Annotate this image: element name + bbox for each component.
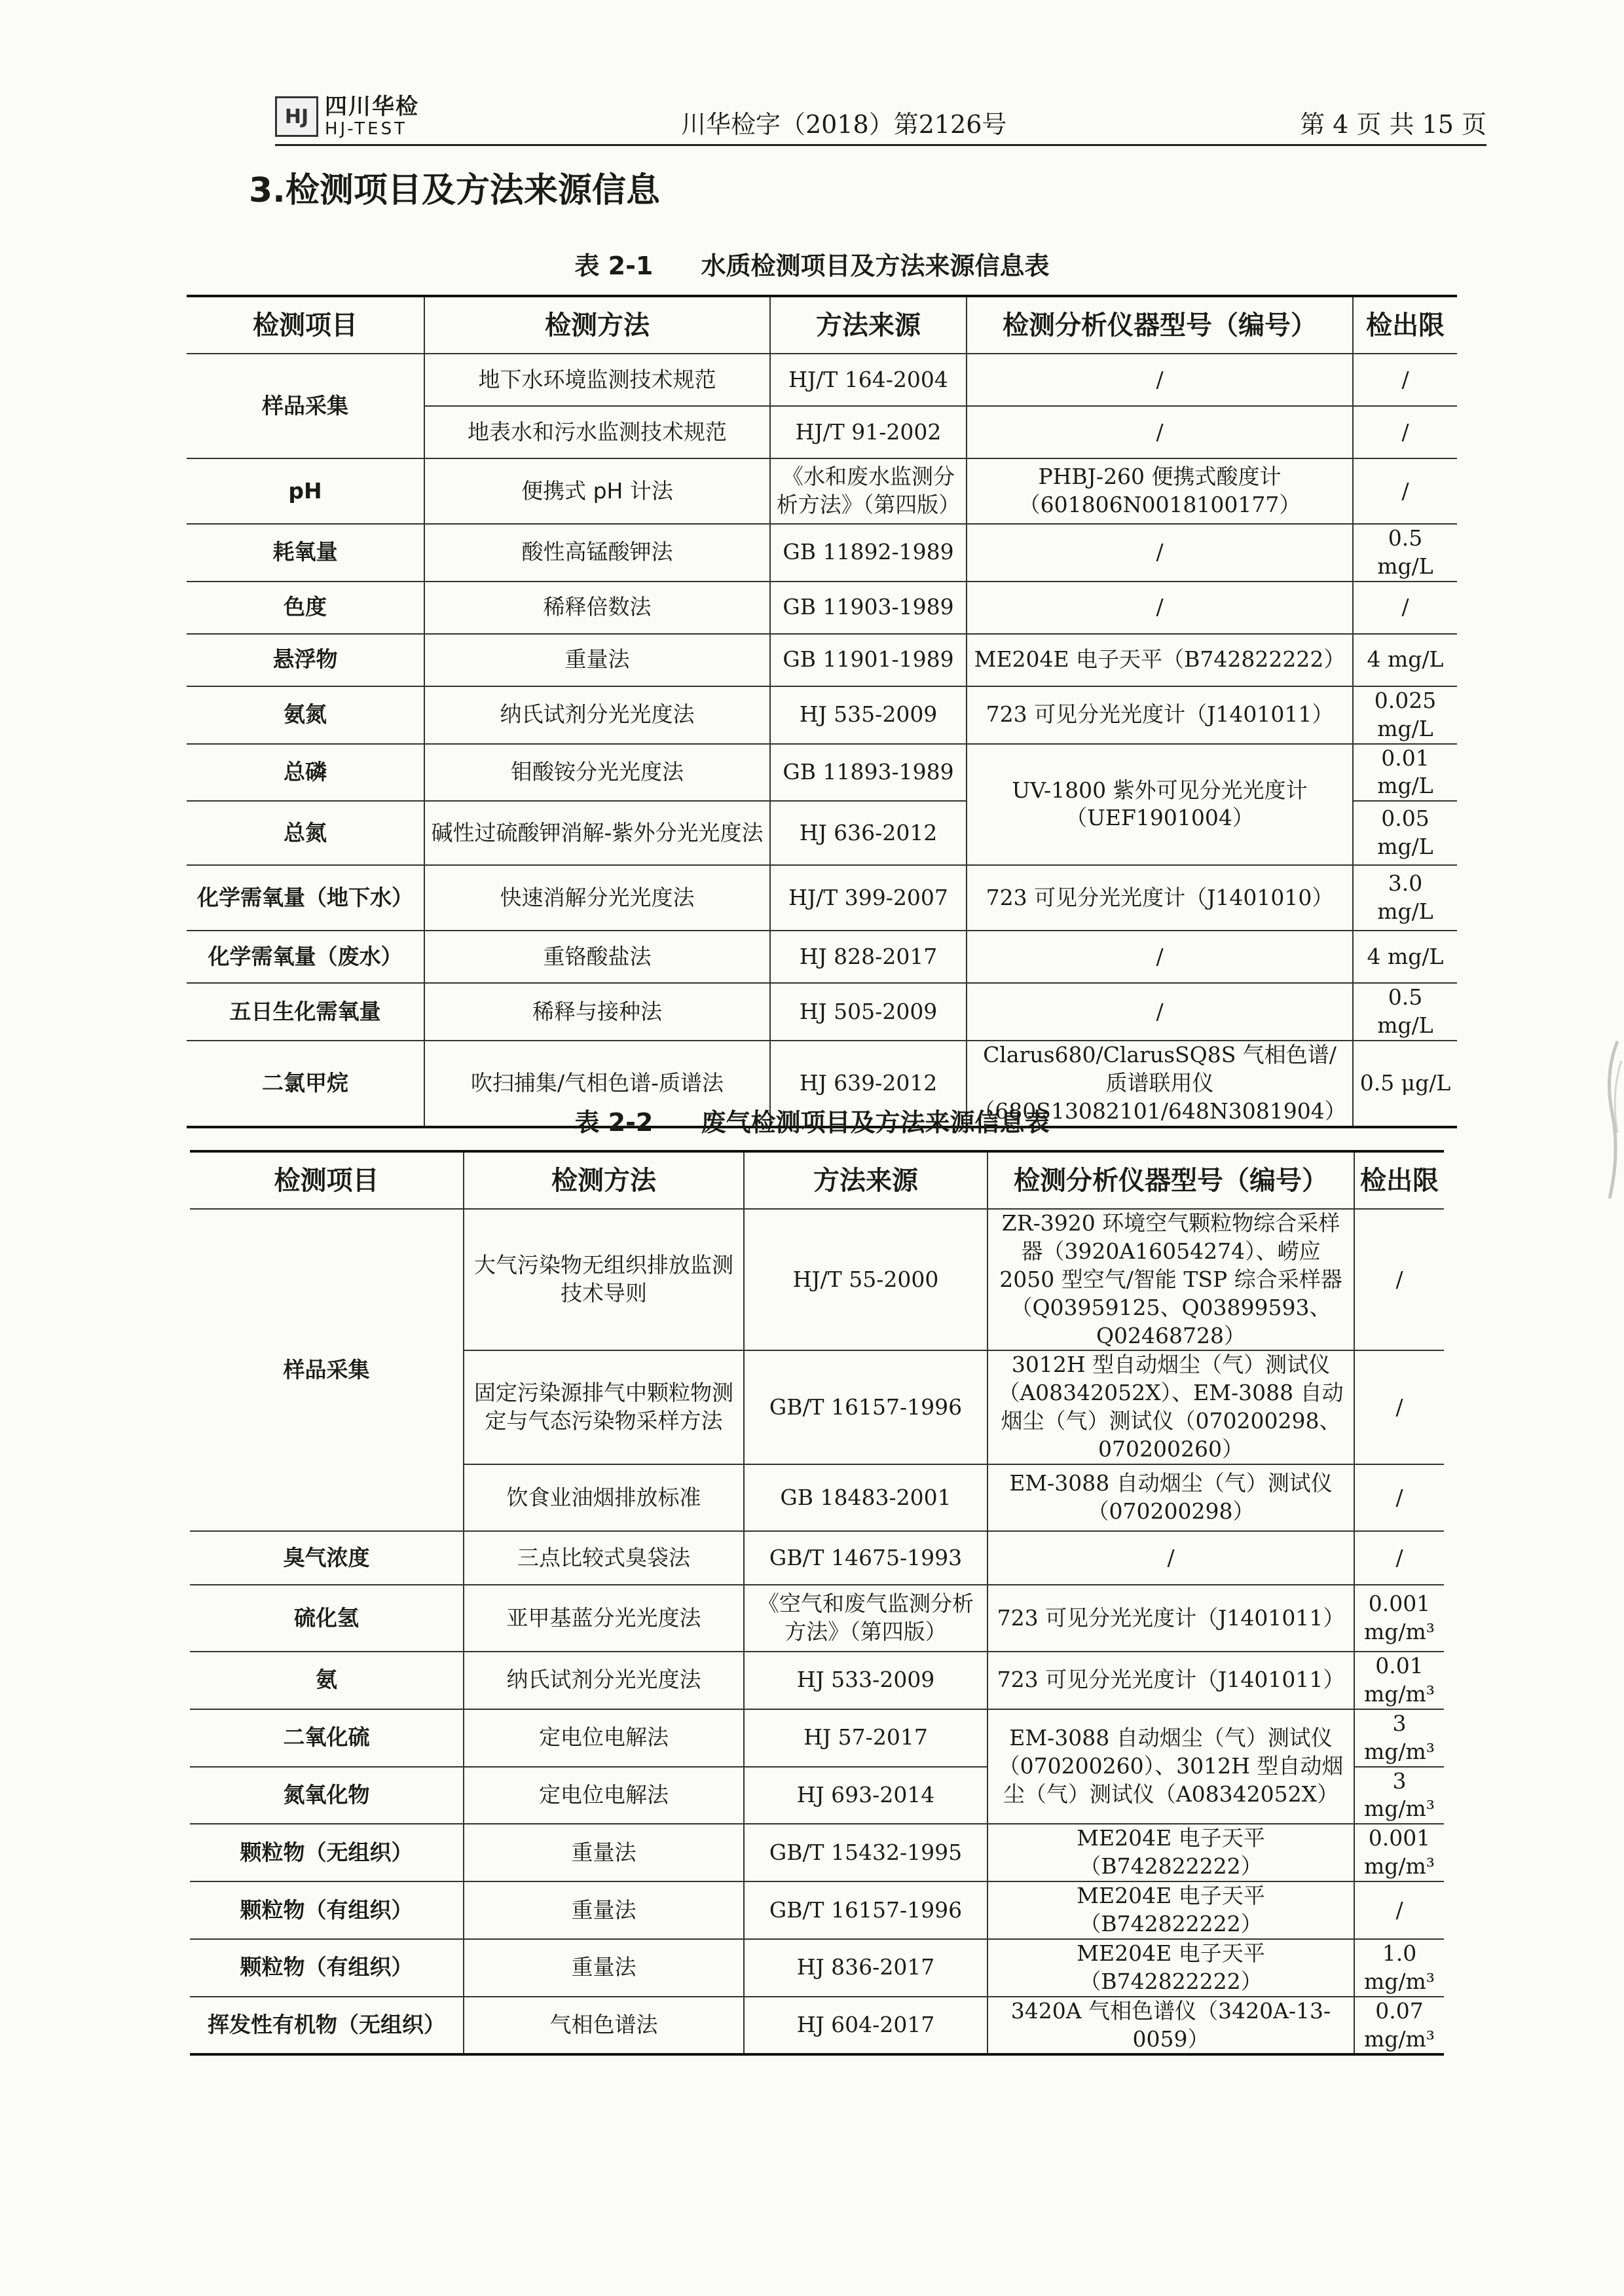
table-row: [190, 1997, 1444, 2055]
limit-cell: /: [1354, 1350, 1444, 1464]
waste-gas-table: [190, 1150, 1444, 2056]
item-cell: 总磷: [187, 744, 424, 802]
item-cell: 化学需氧量（废水）: [187, 931, 424, 983]
source-cell: HJ/T 55-2000: [744, 1209, 987, 1350]
table-row: [190, 1585, 1444, 1652]
table-header-row: [187, 296, 1457, 354]
table1-caption: [0, 246, 1624, 282]
table-row: [187, 634, 1457, 686]
instrument-cell: ME204E 电子天平（B742822222）: [987, 1939, 1354, 1997]
header-limit: 检出限: [1353, 296, 1457, 354]
source-cell: HJ 505-2009: [770, 983, 967, 1041]
method-cell: 稀释与接种法: [424, 983, 770, 1041]
header-source: 方法来源: [744, 1151, 987, 1209]
item-cell: 样品采集: [187, 354, 424, 458]
method-cell: 重量法: [464, 1881, 744, 1939]
limit-cell: /: [1354, 1881, 1444, 1939]
company-logo: [275, 92, 419, 141]
table1-caption-title: 水质检测项目及方法来源信息表: [701, 251, 1050, 280]
item-cell: 总氮: [187, 801, 424, 865]
instrument-cell: 723 可见分光光度计（J1401011）: [987, 1652, 1354, 1709]
table-row: [187, 744, 1457, 802]
method-cell: 便携式 pH 计法: [424, 458, 770, 524]
logo-chinese-name: 四川华检: [325, 94, 419, 120]
table-row: [190, 1531, 1444, 1585]
table1-caption-number: 表 2-1: [574, 251, 654, 280]
method-cell: 酸性高锰酸钾法: [424, 524, 770, 582]
source-cell: GB/T 15432-1995: [744, 1824, 987, 1881]
limit-cell: 0.5 mg/L: [1353, 983, 1457, 1041]
limit-cell: 4 mg/L: [1353, 931, 1457, 983]
limit-cell: /: [1353, 458, 1457, 524]
source-cell: HJ 636-2012: [770, 801, 967, 865]
header-item: 检测项目: [190, 1151, 464, 1209]
logo-english-name: HJ-TEST: [325, 119, 407, 139]
item-cell: 硫化氢: [190, 1585, 464, 1652]
item-cell: 氮氧化物: [190, 1767, 464, 1824]
instrument-cell: ME204E 电子天平（B742822222）: [987, 1824, 1354, 1881]
table-row: [187, 686, 1457, 744]
limit-cell: 3 mg/m³: [1354, 1709, 1444, 1767]
instrument-cell: /: [967, 931, 1353, 983]
source-cell: HJ/T 91-2002: [770, 406, 967, 458]
header-limit: 检出限: [1354, 1151, 1444, 1209]
source-cell: HJ 57-2017: [744, 1709, 987, 1767]
source-cell: GB 11893-1989: [770, 744, 967, 802]
limit-cell: /: [1353, 354, 1457, 406]
item-cell: 氨: [190, 1652, 464, 1709]
table2-caption-title: 废气检测项目及方法来源信息表: [701, 1108, 1050, 1137]
item-cell: 样品采集: [190, 1209, 464, 1531]
limit-cell: 0.05 mg/L: [1353, 801, 1457, 865]
method-cell: 钼酸铵分光光度法: [424, 744, 770, 802]
table-row: [190, 1209, 1444, 1350]
header-instrument: 检测分析仪器型号（编号）: [987, 1151, 1354, 1209]
instrument-cell: /: [967, 983, 1353, 1041]
document-number: 川华检字（2018）第2126号: [681, 110, 1007, 139]
method-cell: 快速消解分光光度法: [424, 865, 770, 931]
instrument-cell: EM-3088 自动烟尘（气）测试仪（070200298）: [987, 1464, 1354, 1531]
source-cell: HJ/T 399-2007: [770, 865, 967, 931]
table-row: [187, 458, 1457, 524]
header-method: 检测方法: [464, 1151, 744, 1209]
source-cell: HJ 836-2017: [744, 1939, 987, 1997]
table-row: [190, 1881, 1444, 1939]
item-cell: 臭气浓度: [190, 1531, 464, 1585]
limit-cell: 0.001 mg/m³: [1354, 1585, 1444, 1652]
source-cell: HJ 639-2012: [770, 1041, 967, 1127]
limit-cell: 4 mg/L: [1353, 634, 1457, 686]
table-row: [187, 983, 1457, 1041]
header-source: 方法来源: [770, 296, 967, 354]
item-cell: 颗粒物（无组织）: [190, 1824, 464, 1881]
limit-cell: /: [1354, 1531, 1444, 1585]
instrument-cell: /: [967, 354, 1353, 406]
method-cell: 稀释倍数法: [424, 582, 770, 634]
instrument-cell: 723 可见分光光度计（J1401011）: [967, 686, 1353, 744]
item-cell: 氨氮: [187, 686, 424, 744]
instrument-cell: /: [967, 582, 1353, 634]
source-cell: HJ 535-2009: [770, 686, 967, 744]
item-cell: 二氯甲烷: [187, 1041, 424, 1127]
method-cell: 纳氏试剂分光光度法: [424, 686, 770, 744]
table-row: [190, 1652, 1444, 1709]
item-cell: 悬浮物: [187, 634, 424, 686]
instrument-cell: ME204E 电子天平（B742822222）: [987, 1881, 1354, 1939]
instrument-cell: 723 可见分光光度计（J1401010）: [967, 865, 1353, 931]
source-cell: GB/T 16157-1996: [744, 1350, 987, 1464]
instrument-cell: 3012H 型自动烟尘（气）测试仪（A08342052X）、EM-3088 自动烟尘（气）测试仪（070200298、070200260）: [987, 1350, 1354, 1464]
method-cell: 大气污染物无组织排放监测技术导则: [464, 1209, 744, 1350]
limit-cell: 0.01 mg/L: [1353, 744, 1457, 802]
limit-cell: 3.0 mg/L: [1353, 865, 1457, 931]
limit-cell: 0.01 mg/m³: [1354, 1652, 1444, 1709]
method-cell: 吹扫捕集/气相色谱-质谱法: [424, 1041, 770, 1127]
method-cell: 定电位电解法: [464, 1767, 744, 1824]
instrument-cell: PHBJ-260 便携式酸度计（601806N0018100177）: [967, 458, 1353, 524]
item-cell: 颗粒物（有组织）: [190, 1881, 464, 1939]
source-cell: GB 11901-1989: [770, 634, 967, 686]
method-cell: 三点比较式臭袋法: [464, 1531, 744, 1585]
source-cell: HJ 533-2009: [744, 1652, 987, 1709]
header-instrument: 检测分析仪器型号（编号）: [967, 296, 1353, 354]
instrument-cell: Clarus680/ClarusSQ8S 气相色谱/质谱联用仪（680S13082101/648N3081904）: [967, 1041, 1353, 1127]
table-row: [187, 931, 1457, 983]
seal-stamp-edge-icon: [1598, 1035, 1624, 1205]
source-cell: GB/T 16157-1996: [744, 1881, 987, 1939]
instrument-cell: ZR-3920 环境空气颗粒物综合采样器（3920A16054274）、崂应 2050 型空气/智能 TSP 综合采样器（Q03959125、Q03899593、Q02468728）: [987, 1209, 1354, 1350]
method-cell: 重量法: [464, 1939, 744, 1997]
item-cell: 化学需氧量（地下水）: [187, 865, 424, 931]
method-cell: 亚甲基蓝分光光度法: [464, 1585, 744, 1652]
source-cell: HJ/T 164-2004: [770, 354, 967, 406]
method-cell: 碱性过硫酸钾消解-紫外分光光度法: [424, 801, 770, 865]
method-cell: 饮食业油烟排放标准: [464, 1464, 744, 1531]
instrument-cell: UV-1800 紫外可见分光光度计（UEF1901004）: [967, 744, 1353, 866]
instrument-cell: /: [987, 1531, 1354, 1585]
source-cell: GB/T 14675-1993: [744, 1531, 987, 1585]
limit-cell: /: [1354, 1209, 1444, 1350]
table-row: [187, 354, 1457, 406]
method-cell: 重量法: [424, 634, 770, 686]
table2-caption: [0, 1102, 1624, 1138]
source-cell: GB 11892-1989: [770, 524, 967, 582]
source-cell: GB 18483-2001: [744, 1464, 987, 1531]
instrument-cell: EM-3088 自动烟尘（气）测试仪（070200260）、3012H 型自动烟尘（气）测试仪（A08342052X）: [987, 1709, 1354, 1824]
source-cell: HJ 828-2017: [770, 931, 967, 983]
method-cell: 重铬酸盐法: [424, 931, 770, 983]
instrument-cell: /: [967, 406, 1353, 458]
source-cell: GB 11903-1989: [770, 582, 967, 634]
instrument-cell: 723 可见分光光度计（J1401011）: [987, 1585, 1354, 1652]
instrument-cell: /: [967, 524, 1353, 582]
table-row: [190, 1939, 1444, 1997]
item-cell: 颗粒物（有组织）: [190, 1939, 464, 1997]
limit-cell: 0.07 mg/m³: [1354, 1997, 1444, 2055]
instrument-cell: 3420A 气相色谱仪（3420A-13-0059）: [987, 1997, 1354, 2055]
method-cell: 固定污染源排气中颗粒物测定与气态污染物采样方法: [464, 1350, 744, 1464]
table-row: [187, 582, 1457, 634]
table-row: [187, 524, 1457, 582]
method-cell: 地下水环境监测技术规范: [424, 354, 770, 406]
source-cell: HJ 693-2014: [744, 1767, 987, 1824]
table-row: [190, 1824, 1444, 1881]
item-cell: 耗氧量: [187, 524, 424, 582]
header-method: 检测方法: [424, 296, 770, 354]
item-cell: 挥发性有机物（无组织）: [190, 1997, 464, 2055]
method-cell: 定电位电解法: [464, 1709, 744, 1767]
limit-cell: 0.001 mg/m³: [1354, 1824, 1444, 1881]
limit-cell: /: [1354, 1464, 1444, 1531]
method-cell: 气相色谱法: [464, 1997, 744, 2055]
section-title: 3.检测项目及方法来源信息: [249, 171, 660, 210]
water-quality-table: [187, 295, 1457, 1128]
source-cell: 《空气和废气监测分析方法》（第四版）: [744, 1585, 987, 1652]
item-cell: 二氧化硫: [190, 1709, 464, 1767]
table-header-row: [190, 1151, 1444, 1209]
limit-cell: 1.0 mg/m³: [1354, 1939, 1444, 1997]
item-cell: 色度: [187, 582, 424, 634]
limit-cell: /: [1353, 582, 1457, 634]
source-cell: 《水和废水监测分析方法》（第四版）: [770, 458, 967, 524]
limit-cell: 0.025 mg/L: [1353, 686, 1457, 744]
item-cell: 五日生化需氧量: [187, 983, 424, 1041]
page-header: [275, 92, 1486, 146]
method-cell: 地表水和污水监测技术规范: [424, 406, 770, 458]
table-row: [190, 1709, 1444, 1767]
method-cell: 重量法: [464, 1824, 744, 1881]
page-number: 第 4 页 共 15 页: [1300, 110, 1486, 139]
item-cell: pH: [187, 458, 424, 524]
instrument-cell: ME204E 电子天平（B742822222）: [967, 634, 1353, 686]
limit-cell: /: [1353, 406, 1457, 458]
table2-caption-number: 表 2-2: [574, 1108, 654, 1137]
limit-cell: 0.5 μg/L: [1353, 1041, 1457, 1127]
source-cell: HJ 604-2017: [744, 1997, 987, 2055]
method-cell: 纳氏试剂分光光度法: [464, 1652, 744, 1709]
limit-cell: 3 mg/m³: [1354, 1767, 1444, 1824]
logo-mark-icon: HJ: [275, 96, 318, 137]
limit-cell: 0.5 mg/L: [1353, 524, 1457, 582]
table-row: [187, 865, 1457, 931]
header-item: 检测项目: [187, 296, 424, 354]
